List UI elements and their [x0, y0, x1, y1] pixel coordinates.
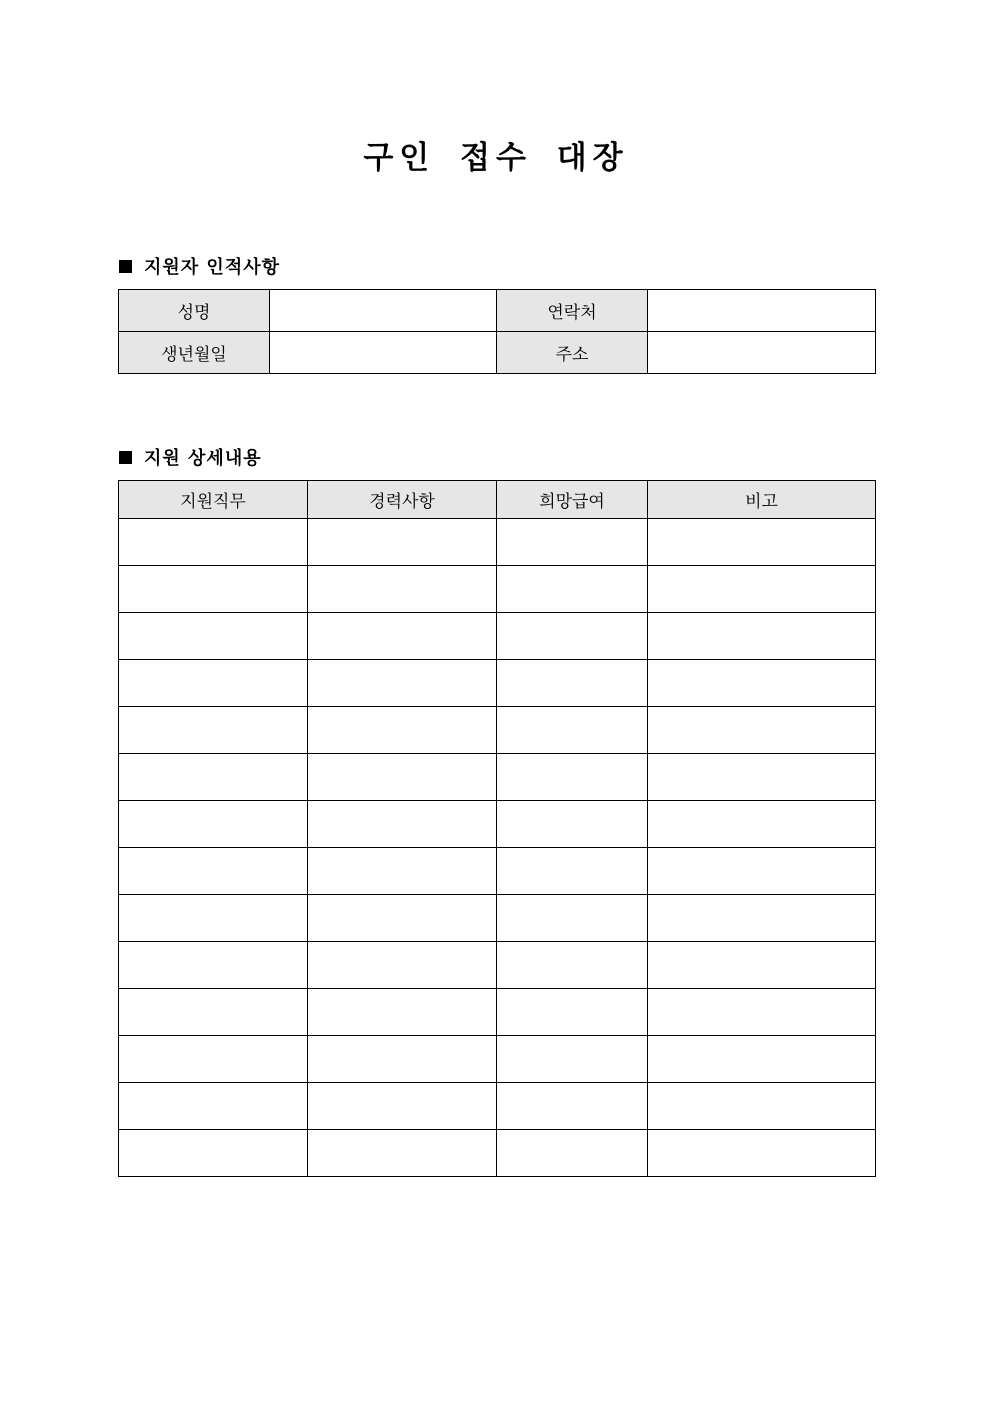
address-field[interactable]	[648, 332, 876, 374]
notes-cell[interactable]	[648, 1130, 876, 1177]
table-row	[119, 895, 876, 942]
salary-cell[interactable]	[497, 801, 648, 848]
job-cell[interactable]	[119, 801, 308, 848]
table-row	[119, 290, 876, 332]
column-header-notes: 비고	[648, 481, 876, 519]
salary-cell[interactable]	[497, 707, 648, 754]
experience-cell[interactable]	[308, 1036, 497, 1083]
address-label: 주소	[497, 332, 648, 374]
experience-cell[interactable]	[308, 989, 497, 1036]
experience-cell[interactable]	[308, 801, 497, 848]
column-header-experience: 경력사항	[308, 481, 497, 519]
notes-cell[interactable]	[648, 519, 876, 566]
experience-cell[interactable]	[308, 1083, 497, 1130]
job-cell[interactable]	[119, 895, 308, 942]
notes-cell[interactable]	[648, 707, 876, 754]
job-cell[interactable]	[119, 707, 308, 754]
table-row	[119, 989, 876, 1036]
table-row	[119, 801, 876, 848]
job-cell[interactable]	[119, 519, 308, 566]
job-cell[interactable]	[119, 1036, 308, 1083]
square-bullet-icon	[119, 260, 132, 273]
notes-cell[interactable]	[648, 754, 876, 801]
birthdate-field[interactable]	[270, 332, 497, 374]
name-label: 성명	[119, 290, 270, 332]
application-details-table	[118, 480, 876, 1177]
experience-cell[interactable]	[308, 660, 497, 707]
notes-cell[interactable]	[648, 660, 876, 707]
table-row	[119, 660, 876, 707]
notes-cell[interactable]	[648, 942, 876, 989]
notes-cell[interactable]	[648, 848, 876, 895]
table-row	[119, 613, 876, 660]
table-row	[119, 707, 876, 754]
salary-cell[interactable]	[497, 519, 648, 566]
birthdate-label: 생년월일	[119, 332, 270, 374]
table-row	[119, 1130, 876, 1177]
page-title: 구인 접수 대장	[363, 140, 629, 176]
table-row	[119, 1083, 876, 1130]
experience-cell[interactable]	[308, 942, 497, 989]
experience-cell[interactable]	[308, 848, 497, 895]
experience-cell[interactable]	[308, 754, 497, 801]
job-cell[interactable]	[119, 1083, 308, 1130]
notes-cell[interactable]	[648, 989, 876, 1036]
experience-cell[interactable]	[308, 613, 497, 660]
notes-cell[interactable]	[648, 613, 876, 660]
salary-cell[interactable]	[497, 613, 648, 660]
salary-cell[interactable]	[497, 1083, 648, 1130]
table-header-row	[119, 481, 876, 519]
section-heading-application-details	[119, 444, 262, 470]
job-cell[interactable]	[119, 848, 308, 895]
job-cell[interactable]	[119, 660, 308, 707]
section-heading-applicant-info	[119, 253, 280, 279]
job-cell[interactable]	[119, 566, 308, 613]
column-header-job: 지원직무	[119, 481, 308, 519]
table-row	[119, 1036, 876, 1083]
contact-label: 연락처	[497, 290, 648, 332]
notes-cell[interactable]	[648, 1036, 876, 1083]
table-row	[119, 519, 876, 566]
table-row	[119, 754, 876, 801]
job-cell[interactable]	[119, 613, 308, 660]
table-row	[119, 848, 876, 895]
experience-cell[interactable]	[308, 566, 497, 613]
contact-field[interactable]	[648, 290, 876, 332]
job-cell[interactable]	[119, 942, 308, 989]
salary-cell[interactable]	[497, 754, 648, 801]
table-row	[119, 566, 876, 613]
section-heading-label: 지원 상세내용	[144, 448, 262, 469]
experience-cell[interactable]	[308, 707, 497, 754]
job-cell[interactable]	[119, 1130, 308, 1177]
salary-cell[interactable]	[497, 942, 648, 989]
table-row	[119, 942, 876, 989]
job-cell[interactable]	[119, 989, 308, 1036]
experience-cell[interactable]	[308, 895, 497, 942]
salary-cell[interactable]	[497, 660, 648, 707]
notes-cell[interactable]	[648, 895, 876, 942]
experience-cell[interactable]	[308, 1130, 497, 1177]
table-row	[119, 332, 876, 374]
experience-cell[interactable]	[308, 519, 497, 566]
table-body	[119, 519, 876, 1177]
column-header-salary: 희망급여	[497, 481, 648, 519]
salary-cell[interactable]	[497, 1130, 648, 1177]
salary-cell[interactable]	[497, 1036, 648, 1083]
notes-cell[interactable]	[648, 801, 876, 848]
notes-cell[interactable]	[648, 566, 876, 613]
name-field[interactable]	[270, 290, 497, 332]
salary-cell[interactable]	[497, 989, 648, 1036]
section-heading-label: 지원자 인적사항	[144, 257, 280, 278]
salary-cell[interactable]	[497, 566, 648, 613]
notes-cell[interactable]	[648, 1083, 876, 1130]
applicant-info-table	[118, 289, 876, 374]
salary-cell[interactable]	[497, 895, 648, 942]
square-bullet-icon	[119, 451, 132, 464]
salary-cell[interactable]	[497, 848, 648, 895]
job-cell[interactable]	[119, 754, 308, 801]
